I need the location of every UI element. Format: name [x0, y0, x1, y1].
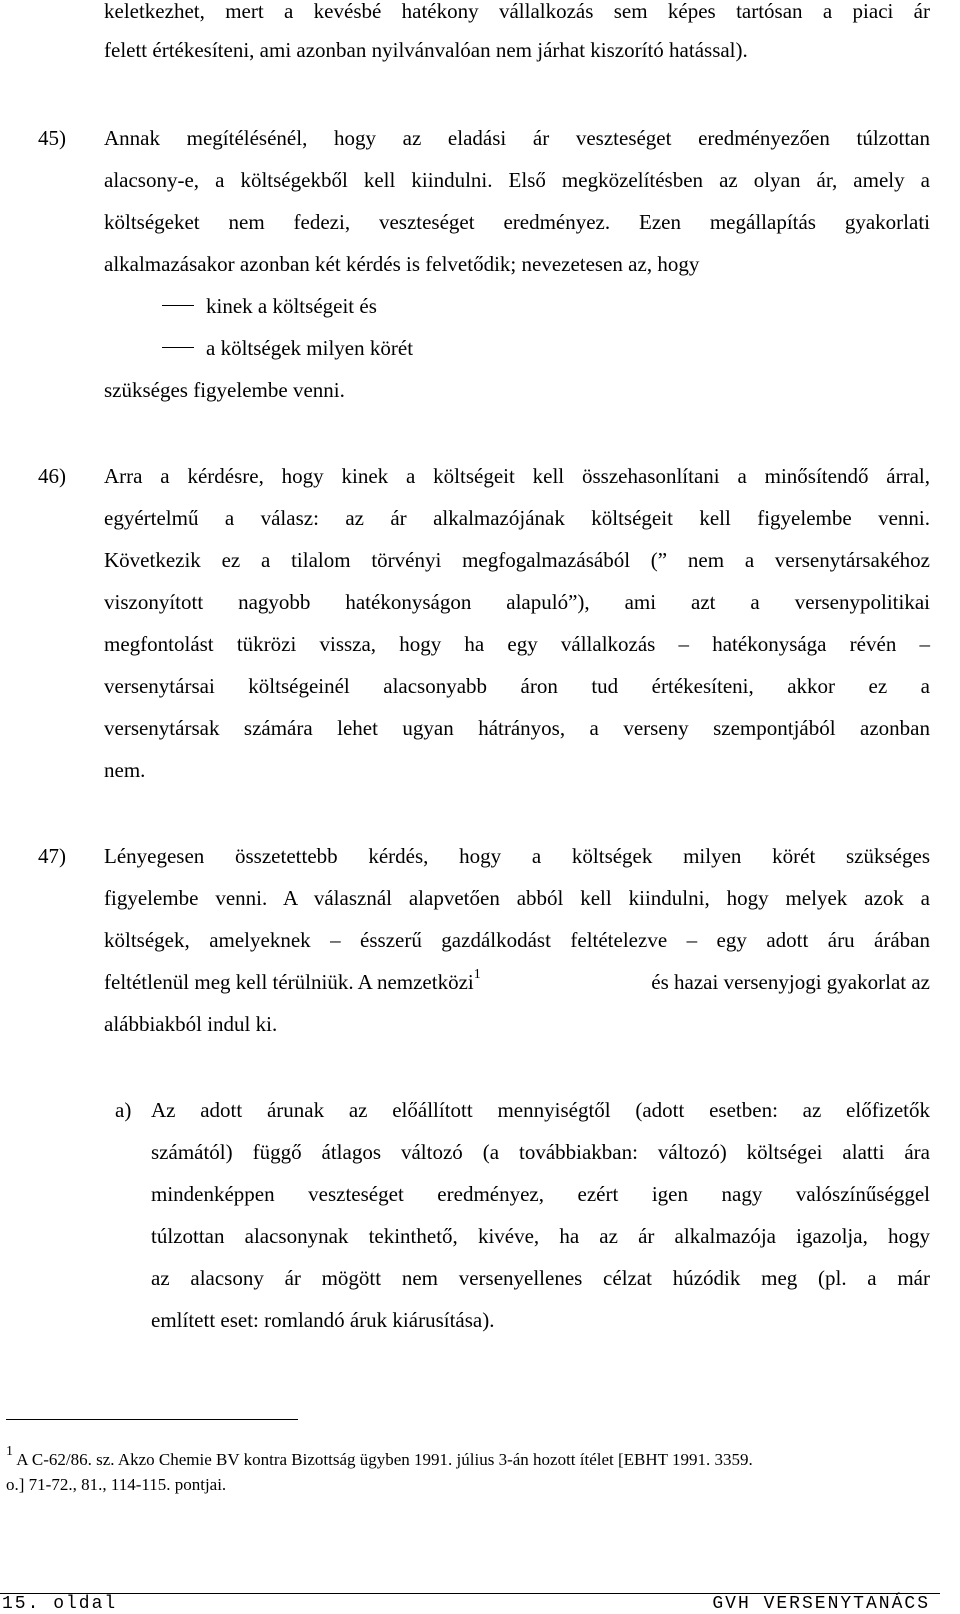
item-a-line-2: számától) függő átlagos változó (a továbbiakban: változó) költségei alatti ára	[151, 1140, 930, 1164]
item-a-label: a)	[115, 1098, 132, 1122]
p47-line-5: alábbiakból indul ki.	[104, 1012, 278, 1036]
p47-line-1: Lényegesen összetettebb kérdés, hogy a költségek milyen körét szükséges	[104, 844, 930, 868]
footnote-line-1: $^1$ A C-62/86. sz. Akzo Chemie BV kontra Bizottság ügyben 1991. július 3-án hozott ítélet [EBHT 1991. 3359.	[6, 1444, 753, 1469]
p46-line-1: Arra a kérdésre, hogy kinek a költségeit kell összehasonlítani a minősítendő árral,	[104, 464, 930, 488]
p47-line-4	[104, 967, 930, 994]
p47-line-4-before: feltétlenül meg kell térülniük. A nemzetközi$^1$	[104, 967, 481, 994]
item-a-line-6: említett eset: romlandó áruk kiárusítása).	[151, 1308, 495, 1332]
p46-line-8: nem.	[104, 758, 146, 782]
bullet-dash	[162, 347, 194, 348]
intro-line-2: felett értékesíteni, ami azonban nyilvánvalóan nem járhat kiszorító hatással).	[104, 38, 748, 62]
p47-line-2: figyelembe venni. A válasznál alapvetően abból kell kiindulni, hogy melyek azok a	[104, 886, 930, 910]
item-a-line-5: az alacsony ár mögött nem versenyellenes célzat húzódik meg (pl. a már	[151, 1266, 930, 1290]
p46-line-2: egyértelmű a válasz: az ár alkalmazójának költségeit kell figyelembe venni.	[104, 506, 930, 530]
intro-line-1: keletkezhet, mert a kevésbé hatékony vállalkozás sem képes tartósan a piaci ár	[104, 0, 930, 23]
footnote-separator	[6, 1419, 298, 1420]
p47-line-3: költségek, amelyeknek – ésszerű gazdálkodást feltételezve – egy adott áru árában	[104, 928, 930, 952]
paragraph-number-47: 47)	[38, 844, 66, 868]
p45-line-2: alacsony-e, a költségekből kell kiindulni. Első megközelítésben az olyan ár, amely a	[104, 168, 930, 192]
footnote-reference[interactable]: 1	[473, 967, 481, 982]
page-number: 15. oldal	[2, 1594, 118, 1614]
bullet-dash	[162, 305, 194, 306]
paragraph-number-45: 45)	[38, 126, 66, 150]
p46-line-3: Következik ez a tilalom törvényi megfogalmazásából (” nem a versenytársakéhoz	[104, 548, 930, 572]
item-a-line-1: Az adott árunak az előállított mennyiségtől (adott esetben: az előfizetők	[151, 1098, 930, 1122]
p46-line-4: viszonyított nagyobb hatékonyságon alapuló”), ami azt a versenypolitikai	[104, 590, 930, 614]
item-a-line-3: mindenképpen veszteséget eredményez, ezért igen nagy valószínűséggel	[151, 1182, 930, 1206]
footnote-mark: 1	[6, 1444, 13, 1460]
p45-line-3: költségeket nem fedezi, veszteséget eredményez. Ezen megállapítás gyakorlati	[104, 210, 930, 234]
p46-line-5: megfontolást tükrözi vissza, hogy ha egy vállalkozás – hatékonysága révén –	[104, 632, 930, 656]
p47-line-4-after: és hazai versenyjogi gyakorlat az	[651, 970, 930, 994]
paragraph-number-46: 46)	[38, 464, 66, 488]
footnote-line-2: o.] 71-72., 81., 114-115. pontjai.	[6, 1475, 227, 1494]
p45-line-4: alkalmazásakor azonban két kérdés is felvetődik; nevezetesen az, hogy	[104, 252, 700, 276]
item-a-line-4: túlzottan alacsonynak tekinthető, kivéve, ha az ár alkalmazója igazolja, hogy	[151, 1224, 930, 1248]
footer-organization: GVH VERSENYTANÁCS	[712, 1594, 930, 1614]
p45-line-1: Annak megítélésénél, hogy az eladási ár veszteséget eredményezően túlzottan	[104, 126, 930, 150]
p46-line-7: versenytársak számára lehet ugyan hátrányos, a verseny szempontjából azonban	[104, 716, 930, 740]
p45-closing: szükséges figyelembe venni.	[104, 378, 345, 402]
p46-line-6: versenytársai költségeinél alacsonyabb áron tud értékesíteni, akkor ez a	[104, 674, 930, 698]
p45-bullet-2: a költségek milyen körét	[206, 336, 414, 360]
p45-bullet-1: kinek a költségeit és	[206, 294, 377, 318]
